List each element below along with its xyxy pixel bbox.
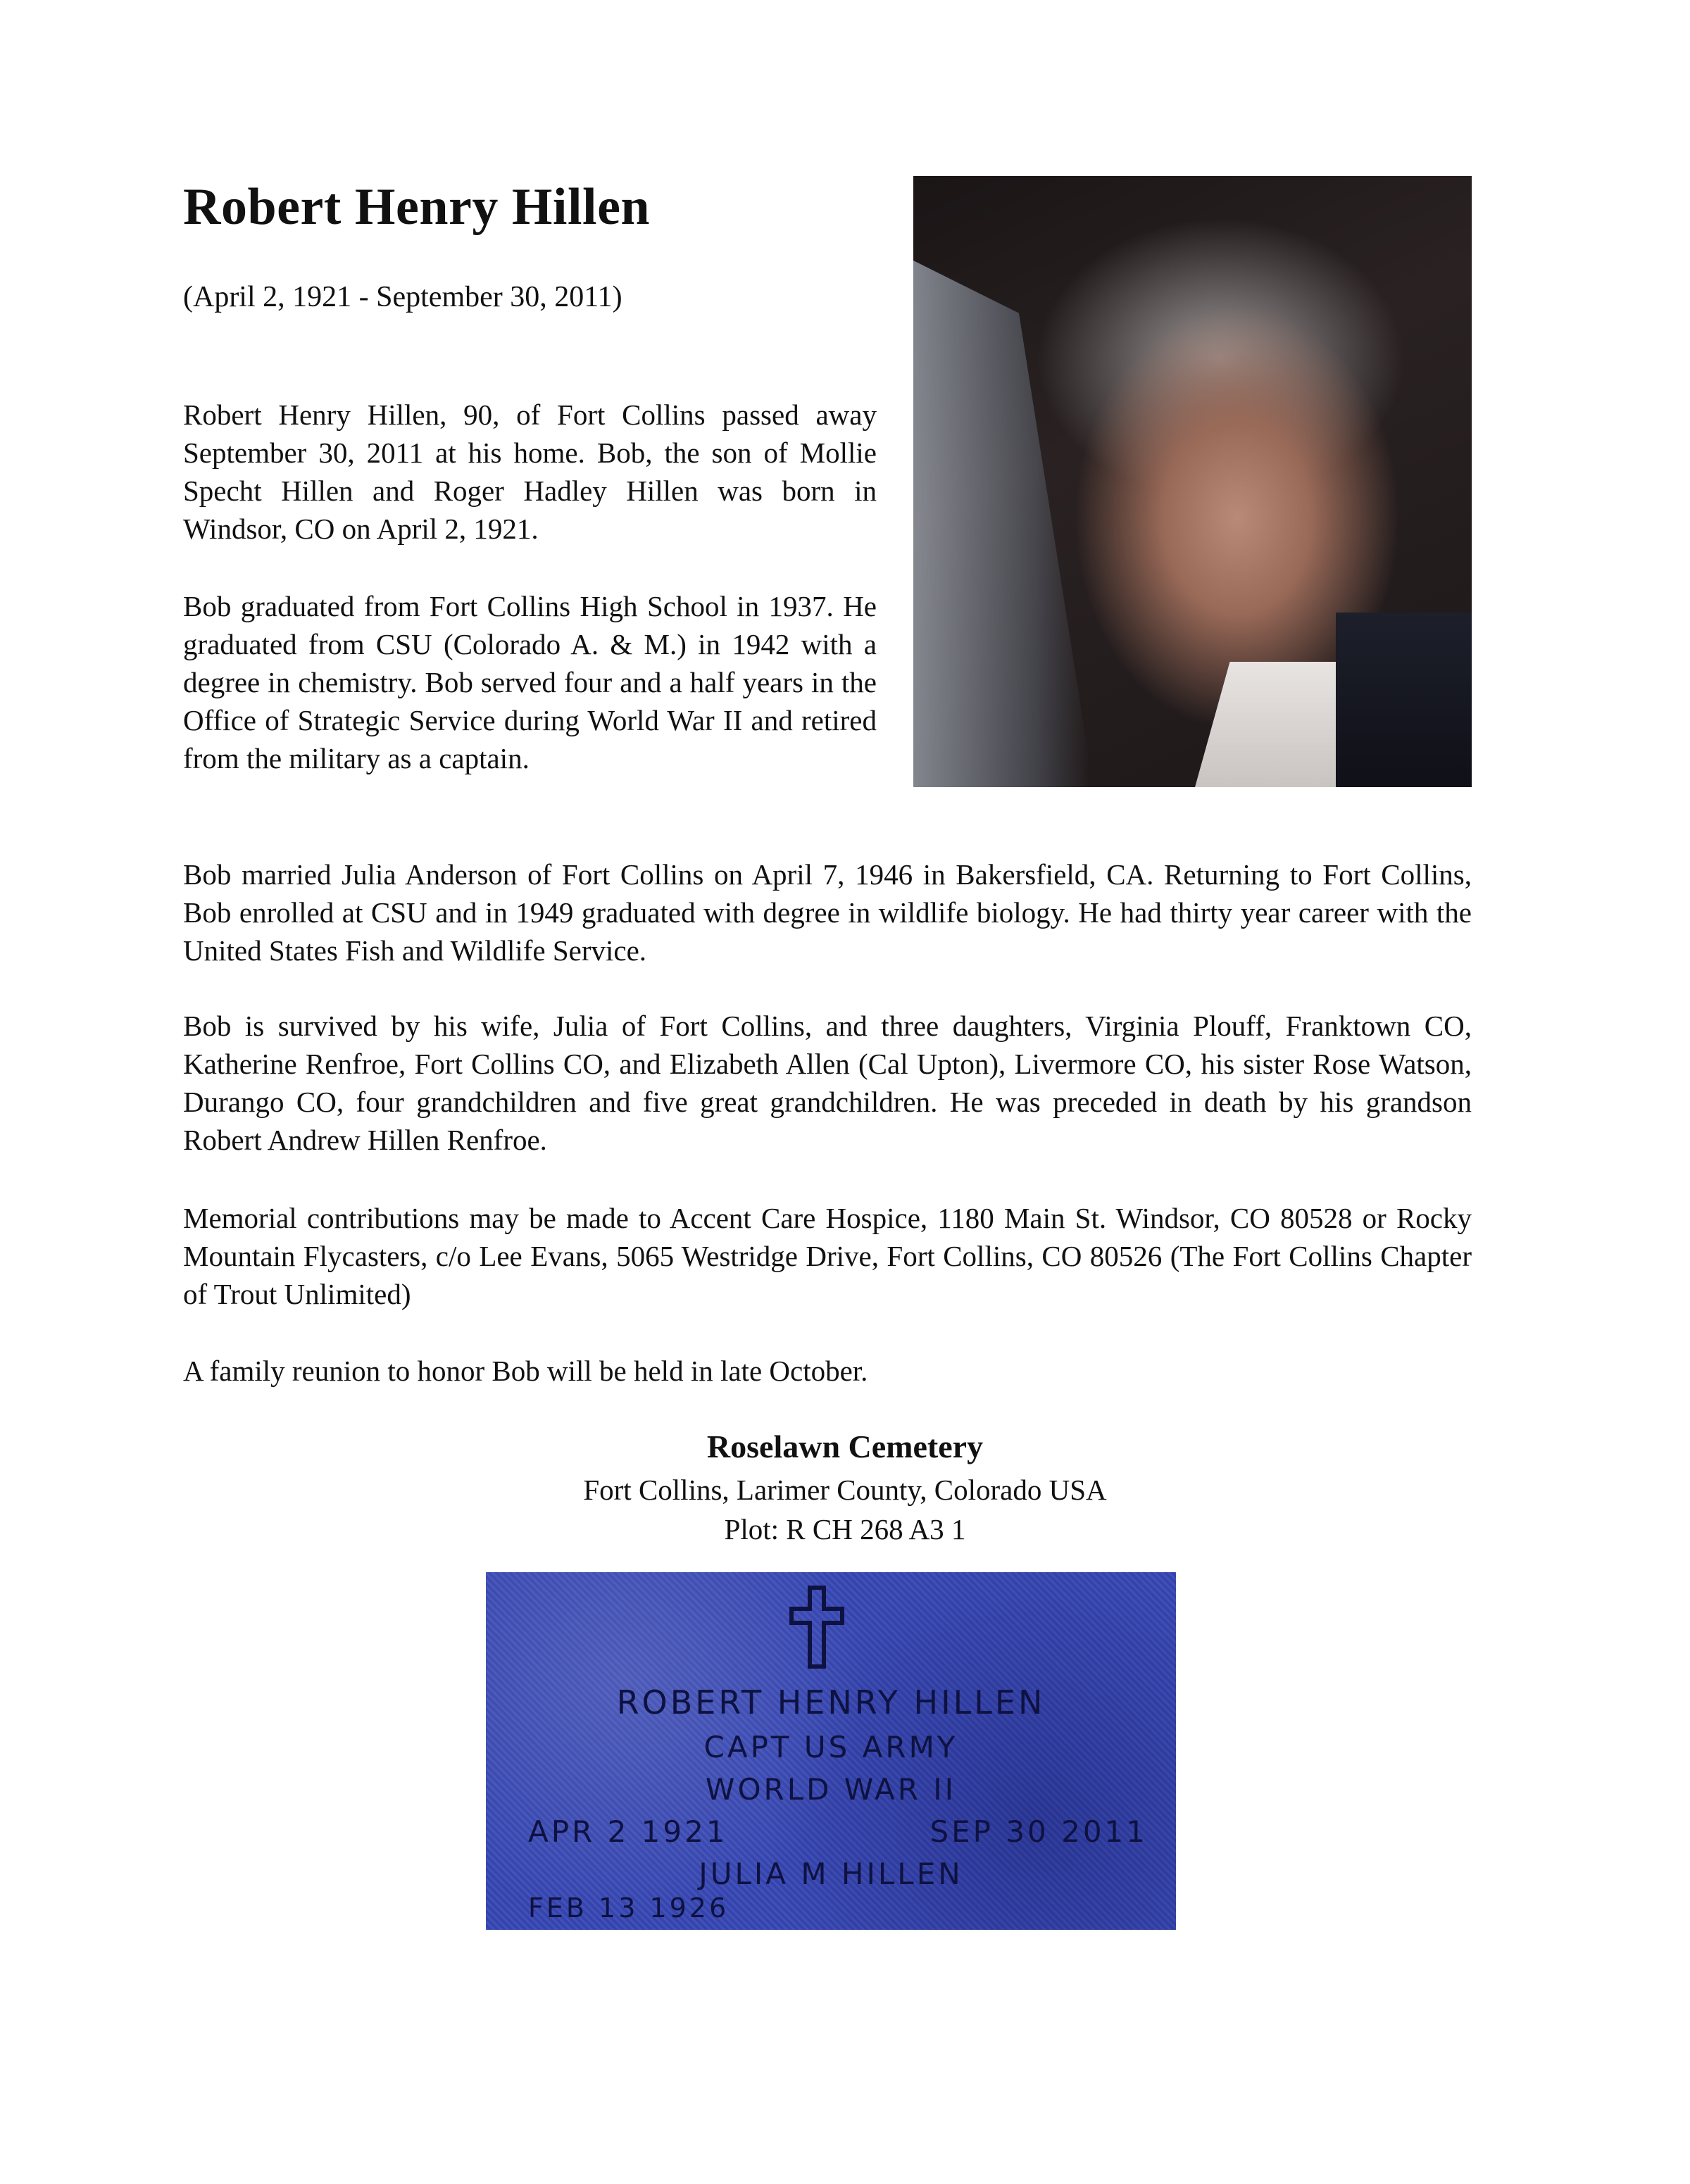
headstone-died: SEP 30 2011: [930, 1814, 1148, 1849]
headstone-spouse-born: FEB 13 1926: [528, 1893, 730, 1923]
cross-icon: [789, 1585, 845, 1669]
cemetery-name: Roselawn Cemetery: [706, 1429, 984, 1464]
paragraph-survivors: Bob is survived by his wife, Julia of Fort Collins, and three daughters, Virginia Plouff, Franktown CO, Katherine Renfroe, Fort Collins CO, and Elizabeth Allen (Cal Upton), Livermore CO, his sister Rose Watson, Durango CO, four grandchildren and five great grandchildren. He was preceded in death by his grandson Robert Andrew Hillen Renfroe.: [183, 1010, 1472, 1156]
suit-shape: [1336, 613, 1472, 787]
obituary-title: Robert Henry Hillen: [183, 178, 651, 236]
headstone-photo: [486, 1572, 1176, 1930]
headstone-rank: CAPT US ARMY: [703, 1730, 958, 1764]
cemetery-plot: Plot: R CH 268 A3 1: [724, 1513, 966, 1545]
paragraph-education: Bob graduated from Fort Collins High School in 1937. He graduated from CSU (Colorado A. & M.) in 1942 with a degree in chemistry. Bob served four and a half years in the Office of Strategic Service during World War II and retired from the military as a captain.: [183, 590, 877, 774]
headstone-war: WORLD WAR II: [705, 1772, 957, 1807]
paragraph-reunion: A family reunion to honor Bob will be held in late October.: [183, 1355, 868, 1387]
paragraph-birth: Robert Henry Hillen, 90, of Fort Collins passed away September 30, 2011 at his home. Bob, the son of Mollie Specht Hillen and Roger Hadley Hillen was born in Windsor, CO on April 2, 1921.: [183, 398, 877, 545]
cemetery-location: Fort Collins, Larimer County, Colorado USA: [583, 1474, 1107, 1506]
portrait-photo: [913, 176, 1472, 787]
life-dates: (April 2, 1921 - September 30, 2011): [183, 281, 622, 313]
paragraph-memorial: Memorial contributions may be made to Accent Care Hospice, 1180 Main St. Windsor, CO 80528 or Rocky Mountain Flycasters, c/o Lee Evans, 5065 Westridge Drive, Fort Collins, CO 80526 (The Fort Collins Chapter of Trout Unlimited): [183, 1202, 1472, 1310]
headstone-name: ROBERT HENRY HILLEN: [616, 1683, 1046, 1721]
veil-shape: [913, 261, 1089, 787]
headstone-born: APR 2 1921: [528, 1814, 728, 1849]
paragraph-marriage: Bob married Julia Anderson of Fort Collins on April 7, 1946 in Bakersfield, CA. Returning to Fort Collins, Bob enrolled at CSU and in 1949 graduated with degree in wildlife biology. He had thirty year career with the United States Fish and Wildlife Service.: [183, 858, 1472, 967]
headstone-spouse: JULIA M HILLEN: [699, 1857, 963, 1891]
